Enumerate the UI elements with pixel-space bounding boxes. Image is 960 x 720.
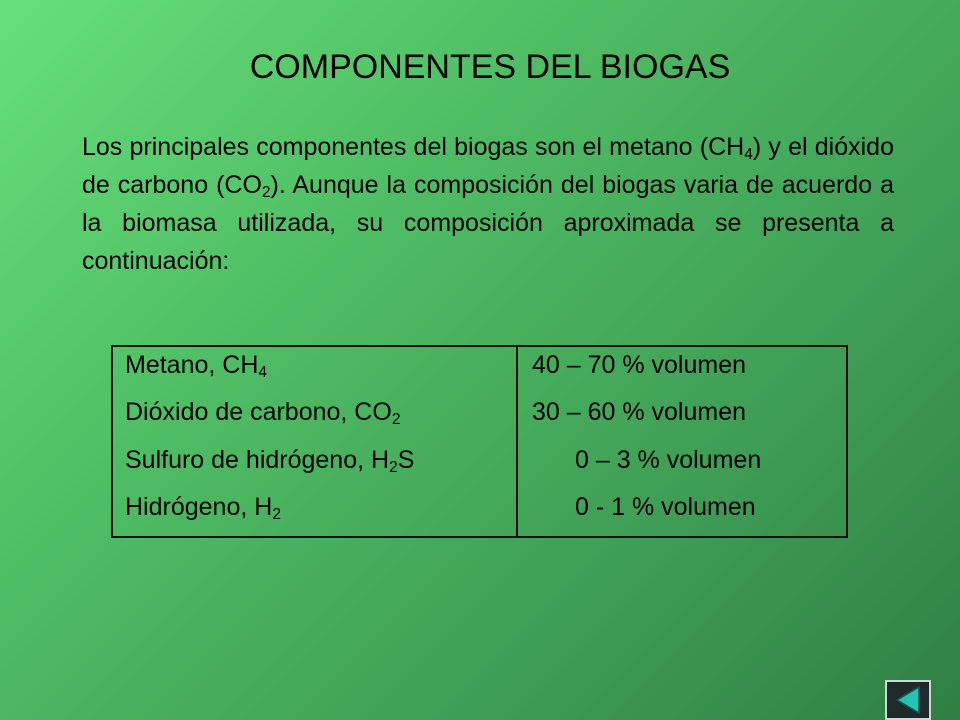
table-row-value: 40 – 70 % volumen (532, 351, 747, 379)
table-row-value: 0 – 3 % volumen (575, 445, 762, 474)
component-subscript: 2 (391, 411, 401, 429)
table-row-label (113, 347, 518, 394)
intro-paragraph (82, 128, 894, 280)
back-triangle-icon (893, 685, 923, 715)
component-name: Dióxido de carbono, CO (125, 398, 392, 427)
component-subscript: 2 (389, 458, 398, 476)
composition-table (111, 345, 848, 538)
back-button[interactable] (885, 680, 931, 720)
table-row-label (113, 394, 518, 441)
component-subscript: 4 (258, 363, 268, 381)
intro-text-2: ) y el dióxido de carbono (CO (82, 133, 894, 199)
intro-subscript-1: 4 (744, 145, 753, 163)
component-name: Sulfuro de hidrógeno, H (125, 445, 390, 474)
table-row-label (113, 442, 518, 489)
component-suffix: S (397, 445, 415, 474)
intro-text-3: ). Aunque la composición del biogas varia de acuerdo a la biomasa utilizada, su composición aproximada se presenta a continuación: (82, 171, 894, 275)
component-name: Hidrógeno, H (125, 492, 273, 521)
table-row-label (113, 489, 518, 536)
table-row-value: 0 - 1 % volumen (575, 492, 756, 521)
intro-subscript-2: 2 (261, 183, 271, 201)
component-name: Metano, CH (125, 351, 259, 379)
slide-title: COMPONENTES DEL BIOGAS (249, 48, 731, 86)
intro-text-1: Los principales componentes del biogas son el metano (CH (82, 133, 745, 161)
table-row-value: 30 – 60 % volumen (532, 398, 747, 427)
component-subscript: 2 (272, 505, 281, 523)
